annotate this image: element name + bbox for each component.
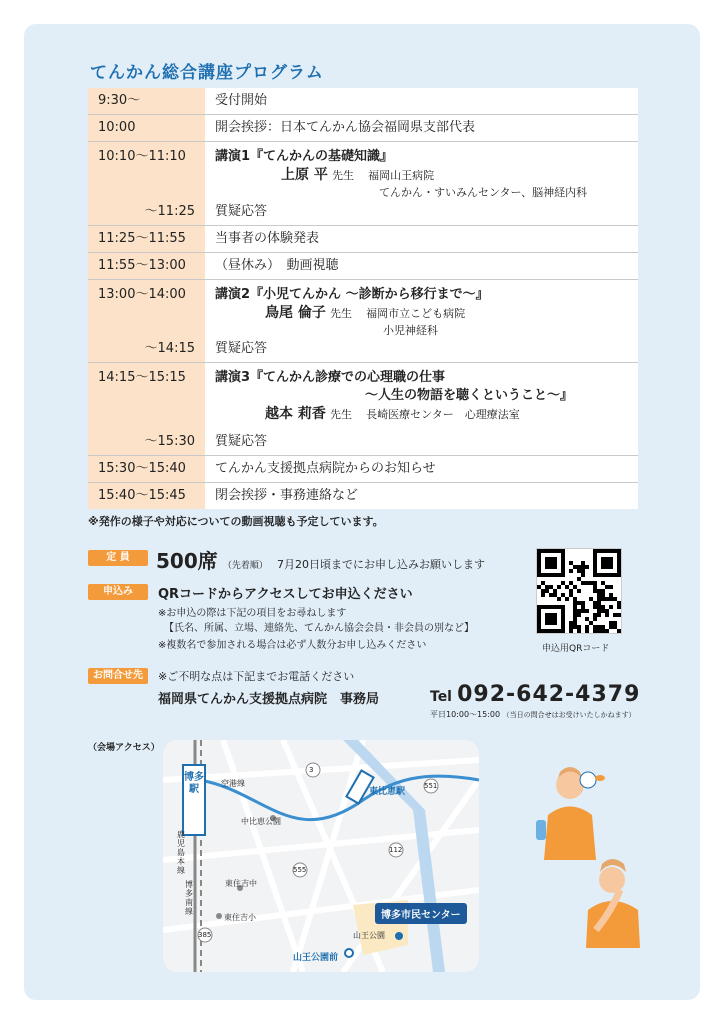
content-cell: てんかん支援拠点病院からのお知らせ [215, 461, 436, 476]
qa-label: 質疑応答 [215, 434, 268, 449]
venue-label: 博多市民センター [375, 903, 467, 924]
speaker-name: 上原 平 [281, 167, 328, 183]
schedule-note: ※発作の様子や対応についての動画視聴も予定しています。 [88, 515, 384, 528]
time-cell: 10:10〜11:10 [98, 149, 186, 164]
apply-note-3: ※複数名で参加される場合は必ず人数分お申し込みください [158, 640, 427, 651]
contact-note: ※ご不明な点は下記までお電話ください [158, 670, 355, 683]
nakahie-park-label: 中比恵公園 [241, 817, 281, 826]
page-title: てんかん総合講座プログラム [90, 63, 324, 83]
kagoshima-line-label: 鹿児島本線 [177, 830, 185, 875]
capacity-count: 500席 [156, 549, 218, 573]
lecture-title: 講演2『小児てんかん 〜診断から移行まで〜』 [215, 287, 489, 302]
capacity-text: 7月20日頃までにお申し込みお願いします [276, 558, 485, 571]
route-551-label: 551 [424, 782, 438, 790]
table-row: 14:15〜15:15 〜15:30 講演3『てんかん診療での心理職の仕事 〜人生の物語を聴くということ〜』 越本 莉香 先生 長崎医療センター 心理療法室 質疑応答 [88, 363, 638, 456]
table-row: 10:10〜11:10 〜11:25 講演1『てんかんの基礎知識』 上原 平 先生 福岡山王病院 てんかん・すいみんセンター、脳神経内科 質疑応答 [88, 142, 638, 226]
speaker-affiliation-2: てんかん・すいみんセンター、脳神経内科 [379, 186, 588, 199]
apply-note-2: 【氏名、所属、立場、連絡先、てんかん協会会員・非会員の別など】 [164, 623, 474, 634]
contact-badge: お問合せ先 [88, 668, 148, 684]
apply-headline: QRコードからアクセスしてお申込ください [158, 587, 413, 602]
qr-label: 申込用QRコード [542, 644, 610, 654]
route-112-label: 112 [389, 846, 403, 854]
content-cell: 閉会挨拶・事務連絡など [215, 488, 359, 503]
tel-number[interactable]: 092-642-4379 [457, 682, 641, 707]
content-cell: 当事者の体験発表 [215, 231, 320, 246]
qr-icon [537, 549, 621, 633]
hakata-station-label: 博多駅 [184, 772, 204, 795]
time-cell: 11:55〜13:00 [98, 258, 186, 273]
table-row [88, 483, 638, 509]
table-row [88, 456, 638, 483]
table-row [88, 115, 638, 142]
time-cell: 11:25〜11:55 [98, 231, 186, 246]
capacity-sub: （先着順） [222, 561, 268, 571]
qa-label: 質疑応答 [215, 341, 268, 356]
higashisumiyoshi-jhs-label: 東住吉中 [225, 879, 257, 888]
tel-label: Tel [430, 689, 452, 705]
speaker-affiliation-2: 小児神経科 [383, 324, 438, 337]
time-cell: 14:15〜15:15 [98, 370, 186, 385]
hakataminami-line-label: 博多南線 [185, 880, 193, 916]
route-385-label: 385 [198, 931, 212, 939]
capacity-badge: 定 員 [88, 550, 148, 566]
qa-time-cell: 〜11:25 [144, 204, 195, 219]
schedule-table [88, 88, 638, 509]
lecture-title: 講演3『てんかん診療での心理職の仕事 [215, 370, 446, 385]
contact-hours: 平日10:00〜15:00 [430, 710, 501, 719]
content-cell: （昼休み） 動画視聴 [215, 258, 339, 273]
qa-time-cell: 〜14:15 [144, 341, 195, 356]
speaker-affiliation: 長崎医療センター 心理療法室 [366, 408, 520, 421]
route-3-label: 3 [309, 766, 314, 774]
route-555-label: 555 [293, 866, 307, 874]
lecture-subtitle: 〜人生の物語を聴くということ〜』 [365, 388, 574, 403]
speaker-name: 鳥尾 倫子 [265, 305, 326, 321]
table-row [88, 88, 638, 115]
kuko-line-label: 空港線 [221, 779, 245, 788]
time-cell: 10:00 [98, 120, 136, 135]
apply-note-1: ※お申込の際は下記の項目をお尋ねします [158, 608, 347, 619]
people-illustration [530, 760, 650, 950]
qa-label: 質疑応答 [215, 204, 268, 219]
contact-hours-note: （当日の問合せはお受けいたしかねます） [502, 711, 636, 719]
apply-badge: 申込み [88, 584, 148, 600]
lecture-title: 講演1『てんかんの基礎知識』 [215, 149, 394, 164]
access-map [163, 740, 479, 972]
speaker-affiliation: 福岡山王病院 [368, 169, 435, 182]
qa-time-cell: 〜15:30 [144, 434, 195, 449]
application-qr-code[interactable] [536, 548, 622, 634]
speaker-affiliation: 福岡市立こども病院 [366, 307, 466, 320]
content-cell: 開会挨拶：日本てんかん協会福岡県支部代表 [215, 120, 476, 135]
time-cell: 15:40〜15:45 [98, 488, 186, 503]
higashihie-station-label: 東比恵駅 [369, 787, 406, 797]
table-row: 13:00〜14:00 〜14:15 講演2『小児てんかん 〜診断から移行まで〜』 鳥尾 倫子 先生 福岡市立こども病院 小児神経科 質疑応答 [88, 280, 638, 363]
time-cell: 13:00〜14:00 [98, 287, 186, 302]
contact-org: 福岡県てんかん支援拠点病院 事務局 [158, 692, 380, 707]
speaker-name: 越本 莉香 [265, 406, 326, 422]
content-cell: 受付開始 [215, 93, 268, 108]
time-cell: 9:30〜 [98, 93, 141, 108]
table-row [88, 226, 638, 253]
higashisumiyoshi-es-label: 東住吉小 [224, 913, 256, 922]
table-row [88, 253, 638, 280]
time-cell: 15:30〜15:40 [98, 461, 186, 476]
sanno-stop-label: 山王公園前 [293, 953, 339, 963]
sanno-park-label: 山王公園 [353, 931, 385, 940]
map-heading: （会場アクセス） [88, 743, 160, 753]
